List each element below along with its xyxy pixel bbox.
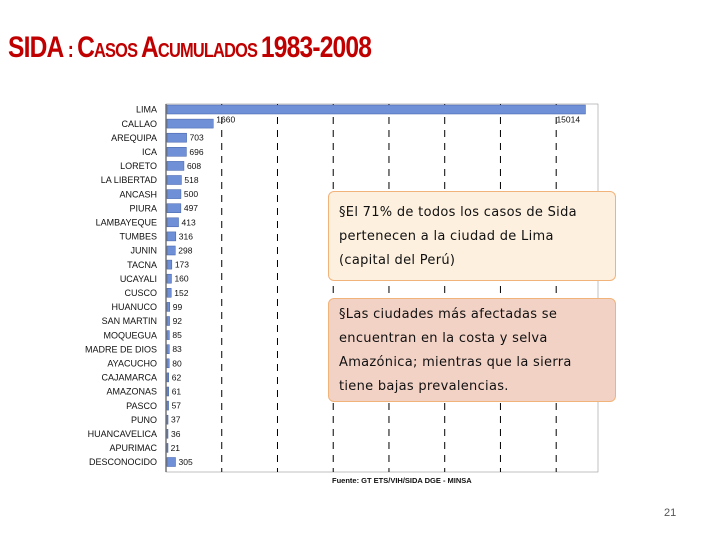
value-label: 696 (189, 146, 204, 157)
bar (167, 232, 176, 241)
category-label: TACNA (127, 259, 157, 270)
plot-frame (166, 104, 598, 472)
category-label: AREQUIPA (111, 132, 157, 143)
value-label: 80 (172, 358, 182, 369)
bar (167, 260, 172, 269)
category-label: LA LIBERTAD (100, 175, 157, 186)
bar (167, 443, 168, 452)
category-label: SAN MARTIN (101, 316, 157, 327)
bar (167, 176, 181, 185)
value-label: 173 (174, 259, 190, 270)
title-part: 1983-2008 (260, 31, 372, 64)
category-label: HUANCAVELICA (87, 429, 157, 439)
bar (167, 359, 169, 368)
bar (167, 204, 181, 213)
category-label: CALLAO (121, 118, 157, 129)
category-label: LORETO (120, 161, 157, 172)
category-label: APURIMAC (109, 443, 157, 454)
value-label: 413 (181, 217, 196, 228)
value-label: 298 (178, 245, 193, 256)
value-label: 57 (171, 400, 182, 411)
title-part: : (63, 37, 78, 62)
value-label: 500 (183, 189, 199, 200)
category-label: JUNIN (130, 245, 157, 256)
bar (167, 302, 170, 311)
category-label: MADRE DE DIOS (84, 344, 157, 355)
bar (167, 161, 184, 170)
bar (167, 317, 170, 326)
title-part: C (77, 31, 95, 64)
value-label: 305 (178, 457, 193, 467)
category-label: PASCO (126, 400, 157, 411)
value-label: 703 (189, 132, 204, 143)
bar (167, 274, 171, 283)
bar (167, 133, 187, 142)
category-label: HUANUCO (111, 302, 157, 313)
bar (167, 190, 181, 199)
bar (167, 429, 168, 438)
category-label: PUNO (130, 414, 157, 425)
value-label: 85 (172, 330, 182, 341)
bar (167, 246, 175, 255)
category-label: PIURA (129, 203, 157, 214)
value-label: 15014 (556, 114, 581, 125)
page-number: 21 (664, 507, 677, 519)
value-label: 61 (171, 386, 182, 397)
bar (167, 105, 585, 114)
value-label: 99 (172, 301, 183, 312)
title-part: CUMULADOS (157, 40, 261, 62)
callout-lima-share: §El 71% de todos los casos de Sida pertenecen a la ciudad de Lima (capital del Perú) (328, 191, 616, 281)
category-label: TUMBES (119, 231, 157, 242)
callout-affected-regions: §Las ciudades más afectadas se encuentran en la costa y selva Amazónica; mientras que la sierra tiene bajas prevalencias. (328, 298, 616, 402)
bar (167, 415, 168, 424)
value-label: 608 (186, 160, 202, 171)
chart-source: Fuente: GT ETS/VIH/SIDA DGE - MINSA (332, 476, 472, 485)
value-label: 37 (171, 414, 181, 425)
value-label: 152 (174, 287, 189, 298)
value-label: 36 (171, 428, 181, 439)
bar (167, 458, 176, 467)
value-label: 92 (172, 316, 183, 326)
bar (167, 401, 169, 410)
bar (167, 331, 169, 340)
value-label: 1660 (216, 114, 236, 125)
value-label: 21 (170, 442, 181, 453)
bar (167, 218, 179, 227)
bar-chart (0, 100, 720, 490)
bar (167, 147, 186, 156)
category-label: LIMA (135, 104, 157, 115)
category-label: UCAYALI (119, 273, 157, 284)
value-label: 316 (178, 231, 193, 242)
bar (167, 119, 213, 128)
category-label: CUSCO (124, 288, 157, 298)
title-part: SIDA (8, 31, 64, 64)
value-label: 62 (171, 372, 182, 383)
bar (167, 387, 169, 396)
category-label: AYACUCHO (107, 358, 157, 369)
title-part: ASOS (94, 40, 141, 62)
bar (167, 288, 171, 297)
value-label: 518 (184, 175, 199, 185)
category-label: LAMBAYEQUE (95, 217, 157, 228)
title-part: A (140, 31, 158, 64)
slide-title (8, 30, 371, 69)
bar (167, 345, 169, 354)
category-label: DESCONOCIDO (88, 457, 157, 468)
category-label: ICA (141, 147, 157, 157)
value-label: 160 (174, 273, 189, 284)
value-label: 83 (172, 344, 182, 355)
value-label: 497 (183, 203, 199, 214)
category-label: ANCASH (119, 189, 157, 200)
category-label: CAJAMARCA (101, 372, 157, 383)
category-label: AMAZONAS (106, 386, 157, 397)
bar (167, 373, 169, 382)
category-label: MOQUEGUA (103, 330, 157, 341)
